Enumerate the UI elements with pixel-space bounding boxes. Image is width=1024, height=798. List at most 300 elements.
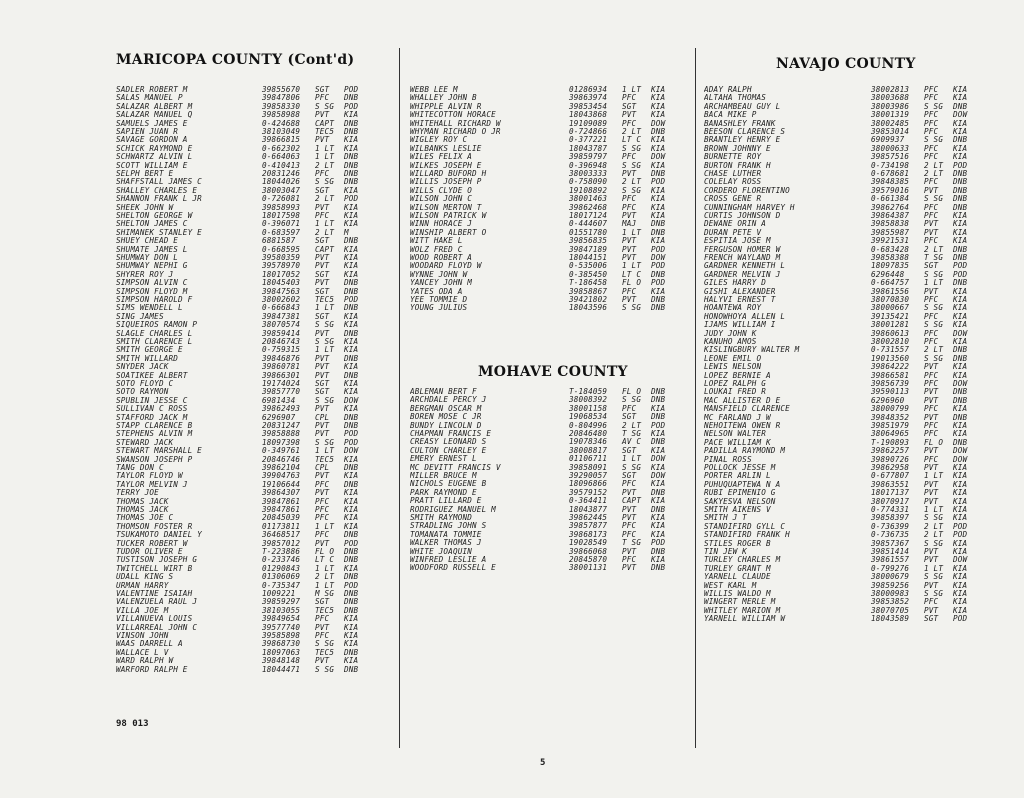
status-code: DNB — [344, 647, 359, 657]
status-code: DNB — [651, 127, 666, 136]
rank: PVT — [315, 404, 330, 414]
status-code: DNB — [651, 437, 666, 447]
rank: 2 LT — [622, 420, 642, 430]
status-code: POD — [651, 420, 666, 430]
soldier-name: WILLS CLYDE O — [410, 186, 473, 195]
soldier-name: HONOWHOYA ALLEN L — [704, 312, 786, 321]
service-number: 20845039 — [262, 513, 301, 523]
service-number: 39858888 — [262, 429, 301, 439]
soldier-name: SLAGLE CHARLES L — [116, 329, 193, 338]
soldier-name: NEHOITEWA OWEN R — [704, 422, 781, 430]
roster-row — [410, 564, 679, 572]
soldier-name: UDALL KING S — [116, 573, 174, 582]
rank: S SG — [924, 135, 944, 145]
roster-row — [116, 531, 372, 539]
status-code: DNB — [344, 152, 359, 162]
rank: 2 LT — [315, 160, 335, 170]
service-number: 38000679 — [871, 572, 910, 582]
soldier-name: YATES ODA A — [410, 287, 463, 296]
rank: S SG — [315, 664, 335, 674]
rank: PFC — [315, 513, 330, 523]
rank: PFC — [924, 295, 939, 304]
service-number: 39290057 — [569, 471, 608, 480]
service-number: 39861557 — [871, 555, 910, 565]
rank: LT C — [315, 555, 335, 565]
status-code: DNB — [344, 547, 359, 556]
roster-row — [704, 598, 981, 606]
status-code: KIA — [953, 496, 968, 506]
soldier-name: JUDY JOHN K — [704, 329, 757, 338]
roster-row — [410, 288, 679, 296]
service-number: 0-736399 — [871, 521, 910, 531]
service-number: 0-535006 — [569, 261, 608, 271]
status-code: KIA — [651, 110, 666, 120]
soldier-name: WITT HAKE L — [410, 237, 463, 246]
rank: 1 LT — [315, 580, 335, 590]
soldier-name: STAPP CLARENCE B — [116, 422, 193, 430]
rank: PVT — [622, 211, 637, 220]
status-code: KIA — [651, 496, 666, 506]
status-code: DOW — [953, 446, 968, 456]
roster-row — [704, 456, 981, 464]
status-code: DNB — [651, 563, 666, 573]
soldier-name: TWITCHELL WIRT B — [116, 564, 193, 573]
roster-row — [410, 279, 679, 287]
rank: TEC5 — [315, 605, 335, 615]
roster-row — [116, 607, 372, 615]
service-number: 38070574 — [262, 320, 301, 330]
soldier-name: WHYMAN RICHARD O JR — [410, 128, 501, 136]
soldier-name: WHITLEY MARION M — [704, 606, 781, 615]
service-number: 39858838 — [871, 219, 910, 229]
roster-row — [116, 321, 372, 329]
soldier-name: SMITH AIKENS V — [704, 506, 771, 514]
soldier-name: SHEEK JOHN W — [116, 203, 174, 212]
rank: PVT — [622, 546, 637, 556]
rank: PFC — [924, 143, 939, 153]
roster-group — [410, 170, 679, 212]
soldier-name: PUHUQUAPTEWA N A — [704, 480, 781, 489]
service-number: 38070917 — [871, 496, 910, 506]
service-number: 0-664757 — [871, 278, 910, 288]
service-number: 38008817 — [569, 445, 608, 455]
rank: PFC — [924, 152, 939, 162]
soldier-name: WIGLEY ROY C — [410, 136, 468, 145]
soldier-name: WALLACE L V — [116, 648, 169, 657]
soldier-name: CHASE LUTHER — [704, 170, 762, 178]
roster-group — [704, 422, 981, 464]
soldier-name: VILLA JOE M — [116, 606, 169, 615]
status-code: KIA — [344, 471, 359, 481]
roster-row — [116, 464, 372, 472]
service-number: 0-233746 — [262, 555, 301, 565]
soldier-name: SING JAMES — [116, 312, 164, 321]
soldier-name: SAVAGE GORDON A — [116, 136, 188, 145]
rank: PVT — [924, 555, 939, 565]
roster-row — [704, 120, 981, 128]
status-code: DNB — [344, 278, 359, 288]
soldier-name: WILBANKS LESLIE — [410, 144, 482, 153]
rank: PFC — [924, 429, 939, 439]
service-number: 39858388 — [871, 253, 910, 262]
rank: S SG — [924, 269, 944, 279]
status-code: KIA — [953, 152, 968, 162]
roster-row — [410, 522, 679, 530]
service-number: 39849654 — [262, 614, 301, 624]
service-number: 19028549 — [569, 538, 608, 548]
status-code: KIA — [953, 295, 968, 304]
status-code: POD — [953, 269, 968, 279]
soldier-name: TURLEY GRANT M — [704, 564, 771, 573]
rank: SGT — [315, 269, 330, 279]
soldier-name: ARCHAMBEAU GUY L — [704, 102, 781, 111]
soldier-name: WOOD ROBERT A — [410, 254, 473, 262]
soldier-name: SHAFFSTALL JAMES C — [116, 178, 202, 187]
status-code: KIA — [344, 404, 359, 414]
roster-group — [116, 380, 372, 422]
service-number: 0-734198 — [871, 160, 910, 170]
service-number: 38001463 — [569, 194, 608, 204]
soldier-name: MC DEVITT FRANCIS V — [410, 463, 501, 472]
rank: S SG — [924, 538, 944, 548]
soldier-name: YARNELL CLAUDE — [704, 573, 771, 582]
soldier-name: LOPEZ RALPH G — [704, 380, 767, 388]
rank: PFC — [622, 202, 637, 212]
rank: 1 LT — [315, 152, 335, 162]
service-number: 39861556 — [871, 286, 910, 296]
service-number: 39862493 — [262, 404, 301, 414]
roster-row — [116, 422, 372, 430]
service-number: 18097835 — [871, 261, 910, 271]
service-number: 20846480 — [569, 429, 608, 438]
status-code: DOW — [344, 446, 359, 456]
service-number: 18044026 — [262, 177, 301, 187]
rank: CAPT — [315, 244, 335, 254]
roster-row — [410, 539, 679, 547]
roster-group — [116, 464, 372, 506]
rank: 1 LT — [622, 227, 642, 237]
status-code: POD — [344, 437, 359, 447]
rank: PVT — [622, 504, 637, 514]
soldier-name: BACA MIKE P — [704, 111, 757, 120]
status-code: DNB — [344, 530, 359, 540]
soldier-name: HALYVI ERNEST T — [704, 296, 776, 304]
rank: CPL — [315, 412, 330, 422]
status-code: KIA — [953, 320, 968, 330]
service-number: 39851979 — [871, 421, 910, 430]
service-number: 38103055 — [262, 605, 301, 615]
service-number: 39866581 — [871, 370, 910, 380]
rank: PFC — [315, 496, 330, 506]
status-code: KIA — [953, 404, 968, 414]
status-code: DOW — [651, 454, 666, 464]
soldier-name: SAPIEN JUAN R — [116, 128, 179, 136]
status-code: DNB — [344, 555, 359, 565]
soldier-name: SCOTT WILLIAM E — [116, 161, 188, 170]
soldier-name: SALAS MANUEL P — [116, 94, 183, 103]
roster-row — [116, 489, 372, 497]
roster-row — [704, 540, 981, 548]
soldier-name: WARD RALPH W — [116, 657, 174, 666]
rank: 1 LT — [315, 446, 335, 456]
status-code: DNB — [953, 169, 968, 178]
roster-row — [704, 388, 981, 396]
service-number: 39860613 — [871, 328, 910, 338]
status-code: KIA — [344, 513, 359, 523]
soldier-name: TANG DON C — [116, 464, 164, 472]
status-code: KIA — [953, 463, 968, 472]
status-code: KIA — [953, 563, 968, 573]
rank: PVT — [924, 387, 939, 397]
service-number: 39590113 — [871, 387, 910, 397]
status-code: DNB — [651, 395, 666, 405]
service-number: 38000667 — [871, 303, 910, 313]
soldier-name: KANUHO AMOS — [704, 338, 757, 346]
rank: SGT — [315, 597, 330, 607]
roster-row — [116, 363, 372, 371]
soldier-name: WARFORD RALPH E — [116, 665, 188, 674]
service-number: 6296907 — [262, 412, 296, 422]
status-code: KIA — [344, 614, 359, 624]
soldier-name: WILLIS WALDO M — [704, 590, 771, 598]
soldier-name: WHIPPLE ALVIN R — [410, 102, 482, 111]
rank: M SG — [315, 589, 335, 598]
service-number: 39580359 — [262, 253, 301, 262]
status-code: POD — [344, 295, 359, 304]
rank: S SG — [622, 303, 642, 313]
roster-row — [410, 464, 679, 472]
rank: 2 LT — [924, 160, 944, 170]
rank: T SG — [622, 538, 642, 548]
status-code: DOW — [651, 152, 666, 162]
status-code: DNB — [344, 353, 359, 363]
service-number: 0-668595 — [262, 244, 301, 254]
rank: FL O — [622, 387, 642, 396]
rank: SGT — [315, 85, 330, 94]
service-number: 39864307 — [262, 488, 301, 498]
rank: PVT — [622, 253, 637, 262]
rank: PVT — [622, 169, 637, 178]
rank: PVT — [315, 362, 330, 372]
service-number: 38000983 — [871, 589, 910, 598]
soldier-name: SALAZAR ALBERT M — [116, 102, 193, 111]
roster-row — [704, 288, 981, 296]
soldier-name: WILSON JOHN C — [410, 195, 473, 204]
service-number: 0-377221 — [569, 135, 608, 145]
status-code: KIA — [953, 580, 968, 590]
status-code: DNB — [651, 303, 666, 313]
service-number: 18017052 — [262, 269, 301, 279]
service-number: 0-364411 — [569, 496, 608, 506]
soldier-name: SALAZAR MANUEL Q — [116, 111, 193, 120]
roster-row — [410, 548, 679, 556]
service-number: 19068534 — [569, 412, 608, 422]
status-code: POD — [344, 85, 359, 94]
status-code: DNB — [953, 194, 968, 204]
soldier-name: VILLARREAL JOHN C — [116, 623, 198, 632]
service-number: 39857770 — [262, 387, 301, 397]
roster-row — [116, 204, 372, 212]
service-number: 20845870 — [569, 555, 608, 564]
service-number: 38003986 — [871, 101, 910, 111]
service-number: 39866068 — [569, 546, 608, 556]
roster-row — [410, 162, 679, 170]
service-number: 38002602 — [262, 295, 301, 304]
roster-group — [410, 86, 679, 128]
service-number: 39858993 — [262, 202, 301, 212]
status-code: DOW — [953, 110, 968, 120]
soldier-name: ESPITIA JOSE M — [704, 237, 771, 246]
status-code: KIA — [651, 93, 666, 103]
rank: PFC — [924, 211, 939, 220]
roster-row — [410, 556, 679, 564]
rank: S SG — [622, 462, 642, 472]
status-code: POD — [344, 580, 359, 590]
service-number: 39857367 — [871, 538, 910, 548]
rank: PVT — [622, 236, 637, 246]
status-code: KIA — [953, 513, 968, 523]
rank: PVT — [924, 219, 939, 229]
service-number: 39857516 — [871, 152, 910, 162]
rank: PFC — [924, 236, 939, 246]
status-code: KIA — [953, 118, 968, 128]
roster-group — [410, 212, 679, 254]
rank: 1 LT — [315, 345, 335, 355]
soldier-name: YOUNG JULIUS — [410, 304, 468, 313]
soldier-name: VALENZUELA RAUL J — [116, 598, 198, 607]
rank: MAJ — [622, 219, 637, 229]
roster-row — [704, 321, 981, 329]
status-code: DNB — [344, 412, 359, 422]
soldier-name: NICHOLS EUGENE B — [410, 480, 487, 489]
status-code: KIA — [651, 462, 666, 472]
roster-row — [116, 254, 372, 262]
soldier-name: SADLER ROBERT M — [116, 86, 188, 94]
service-number: 38003047 — [262, 185, 301, 195]
status-code: DNB — [953, 253, 968, 262]
rank: FL O — [622, 278, 642, 288]
roster-row — [116, 590, 372, 598]
rank: SGT — [315, 286, 330, 296]
rank: SGT — [315, 236, 330, 246]
rank: 1 LT — [622, 85, 642, 94]
roster-group — [116, 212, 372, 254]
soldier-name: YANCEY JOHN M — [410, 279, 473, 288]
soldier-name: SHELTON GEORGE W — [116, 212, 193, 220]
service-number: 39847806 — [262, 93, 301, 103]
rank: PVT — [315, 622, 330, 632]
rank: PFC — [924, 328, 939, 338]
service-number: 39848385 — [871, 177, 910, 187]
service-number: 0-759315 — [262, 345, 301, 355]
roster-row — [410, 94, 679, 102]
soldier-name: RODRIGUEZ MANUEL M — [410, 505, 496, 514]
rank: 1 LT — [315, 303, 335, 313]
rank: PVT — [924, 227, 939, 237]
roster-group — [116, 296, 372, 338]
service-number: 38001158 — [569, 403, 608, 413]
service-number: 39848352 — [871, 412, 910, 422]
status-code: KIA — [651, 85, 666, 94]
soldier-name: SIMPSON HAROLD F — [116, 296, 193, 304]
rank: PVT — [315, 353, 330, 363]
roster-group — [704, 170, 981, 212]
rank: S SG — [315, 320, 335, 330]
rank: PVT — [315, 278, 330, 288]
soldier-name: SHALLEY CHARLES E — [116, 186, 198, 195]
roster-row — [116, 615, 372, 623]
soldier-name: SMITH J T — [704, 514, 747, 523]
rank: PFC — [924, 370, 939, 380]
status-code: DNB — [344, 93, 359, 103]
service-number: 0-724866 — [569, 127, 608, 136]
rank: PVT — [622, 487, 637, 497]
status-code: POD — [953, 530, 968, 540]
soldier-name: MILLER BRUCE M — [410, 472, 477, 480]
service-number: 18044471 — [262, 664, 301, 674]
service-number: 18097063 — [262, 647, 301, 657]
service-number: 0-396071 — [262, 219, 301, 229]
service-number: T-186458 — [569, 278, 608, 288]
roster-row — [704, 607, 981, 615]
roster-row — [116, 649, 372, 657]
service-number: 38003333 — [569, 169, 608, 178]
roster-row — [116, 86, 372, 94]
roster-row — [116, 498, 372, 506]
rank: S SG — [924, 513, 944, 523]
soldier-name: TOMANATA TOMMIE — [410, 530, 482, 539]
soldier-name: SAKYESVA NELSON — [704, 497, 776, 506]
roster-row — [704, 178, 981, 186]
status-code: DOW — [651, 253, 666, 262]
status-code: DNB — [344, 160, 359, 170]
soldier-name: THOMAS JACK — [116, 497, 169, 506]
status-code: KIA — [651, 513, 666, 522]
soldier-name: WINGERT MERLE M — [704, 598, 776, 607]
soldier-name: WINFRED LESLIE A — [410, 556, 487, 564]
soldier-name: LOPEZ BERNIE A — [704, 371, 771, 380]
status-code: KIA — [651, 211, 666, 220]
rank: PFC — [622, 286, 637, 296]
roster-row — [116, 128, 372, 136]
rank: 2 LT — [315, 572, 335, 582]
status-code: KIA — [344, 253, 359, 262]
status-code: POD — [344, 538, 359, 548]
roster-row — [410, 506, 679, 514]
rank: 2 LT — [924, 530, 944, 540]
soldier-name: WAAS DARRELL A — [116, 640, 183, 649]
rank: TEC5 — [315, 295, 335, 304]
status-code: DNB — [344, 236, 359, 246]
service-number: 0-731557 — [871, 345, 910, 355]
soldier-name: LEONE EMIL O — [704, 354, 762, 363]
status-code: M — [344, 227, 349, 237]
rank: PFC — [924, 597, 939, 607]
roster-row — [704, 330, 981, 338]
rank: 1 LT — [315, 521, 335, 531]
roster-row — [116, 246, 372, 254]
roster-row — [704, 380, 981, 388]
service-number: 01286934 — [569, 85, 608, 94]
soldier-name: SHIMANEK STANLEY E — [116, 228, 202, 237]
roster-group — [704, 338, 981, 380]
rank: PFC — [622, 479, 637, 489]
rank: PVT — [924, 395, 939, 405]
roster-row — [116, 262, 372, 270]
roster-row — [410, 480, 679, 488]
rank: PVT — [924, 463, 939, 472]
rank: PFC — [924, 311, 939, 321]
